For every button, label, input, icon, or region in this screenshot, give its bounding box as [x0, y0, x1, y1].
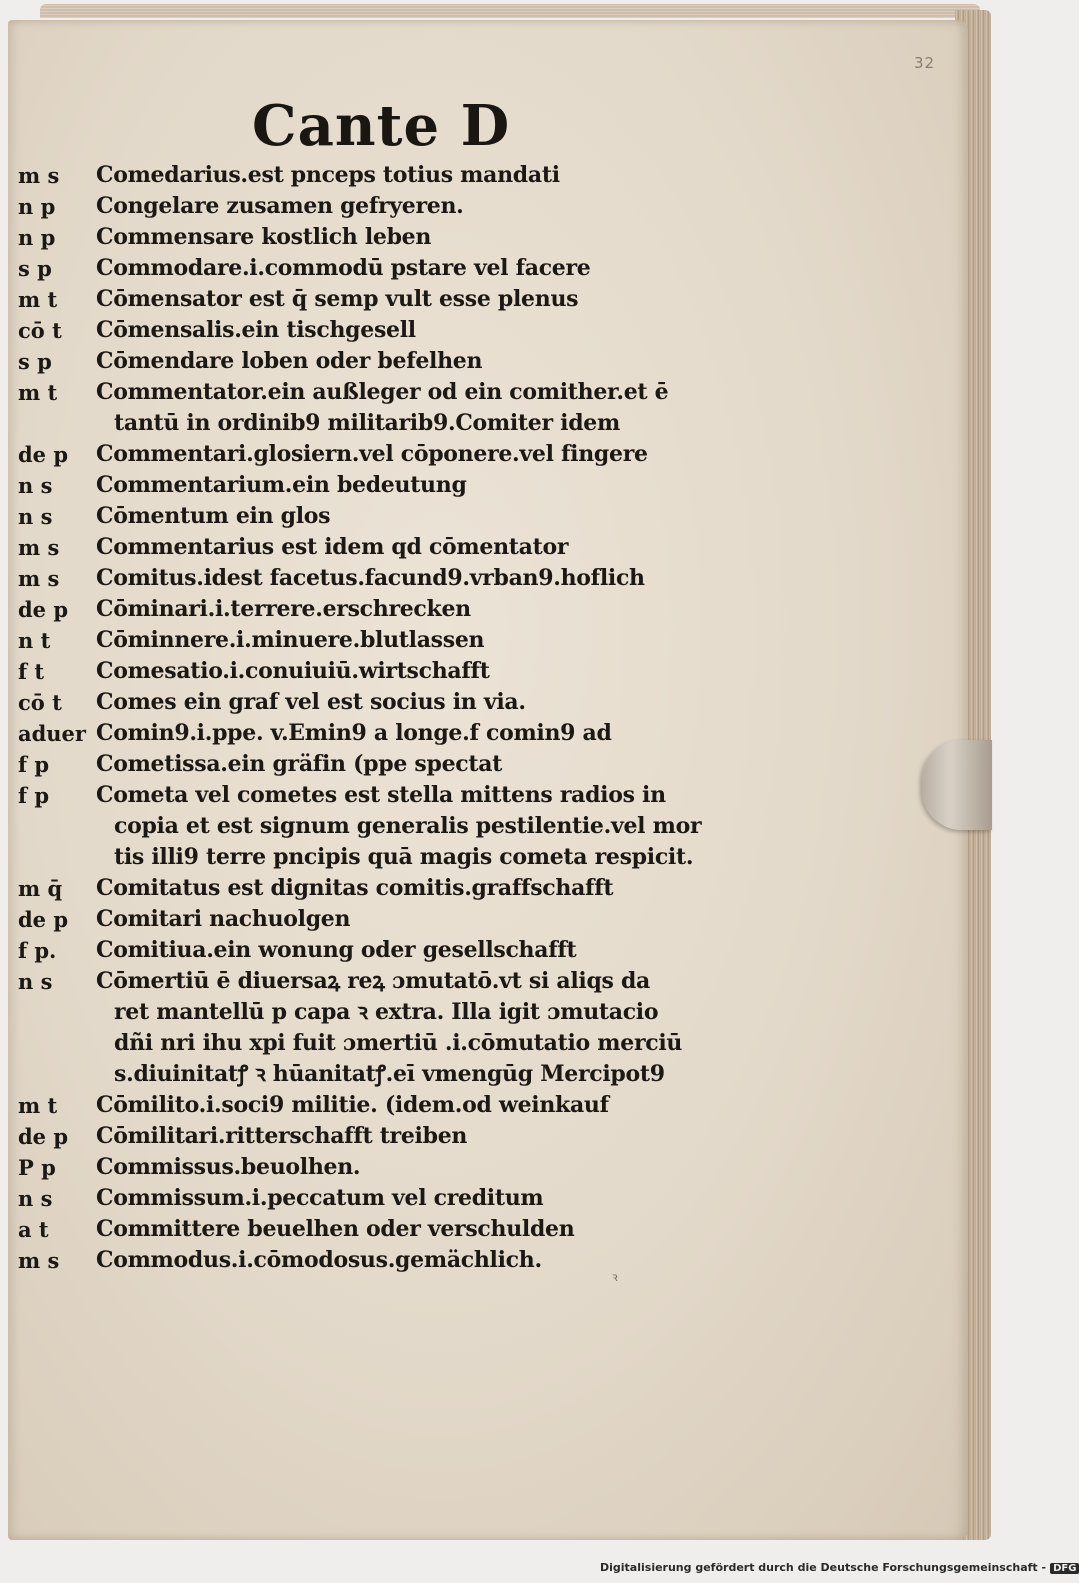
grammar-code: n s	[18, 969, 53, 994]
entry-text: Cōmendare loben oder befelhen	[96, 348, 483, 374]
grammar-code: m s	[18, 535, 60, 560]
grammar-code: n p	[18, 194, 56, 219]
dictionary-entry	[18, 811, 748, 842]
dictionary-entry	[18, 935, 748, 966]
entry-text: Commensare kostlich leben	[96, 224, 432, 250]
dictionary-entry	[18, 656, 748, 687]
printer-mark: ꝛ	[612, 1270, 618, 1284]
dictionary-entry	[18, 625, 748, 656]
grammar-code: de p	[18, 442, 69, 467]
grammar-code: s p	[18, 256, 52, 281]
entry-text: Comitari nachuolgen	[96, 906, 351, 932]
grammar-code: s p	[18, 349, 52, 374]
grammar-code: de p	[18, 1124, 69, 1149]
dictionary-entry	[18, 470, 748, 501]
dictionary-entry	[18, 284, 748, 315]
grammar-code: f p.	[18, 938, 57, 963]
dictionary-entry	[18, 1183, 748, 1214]
entry-text: Commentarium.ein bedeutung	[96, 472, 467, 498]
entry-text: tantū in ordinib9 militarib9.Comiter idem	[114, 410, 620, 436]
entry-text: Comes ein graf vel est socius in via.	[96, 689, 526, 715]
entry-text: Cōmensalis.ein tischgesell	[96, 317, 416, 343]
dictionary-entry	[18, 997, 748, 1028]
dictionary-entry	[18, 749, 748, 780]
entry-text: Cōmentum ein glos	[96, 503, 331, 529]
entry-text: Cōminnere.i.minuere.blutlassen	[96, 627, 485, 653]
entry-text: s.diuinitatꝭ ꝛ hūanitatꝭ.eī vmengūg Mercipot9	[114, 1061, 665, 1087]
entry-text: Commodus.i.cōmodosus.gemächlich.	[96, 1247, 542, 1273]
dictionary-entry	[18, 780, 748, 811]
dfg-logo: DFG	[1050, 1563, 1079, 1574]
grammar-code: m t	[18, 287, 58, 312]
grammar-code: n t	[18, 628, 51, 653]
entry-text: dñi nri ihu xpi fuit ɔmertiū .i.cōmutatio merciū	[114, 1030, 683, 1056]
grammar-code: cō t	[18, 690, 62, 715]
grammar-code: m s	[18, 1248, 60, 1273]
grammar-code: f p	[18, 752, 50, 777]
dictionary-entry	[18, 1245, 748, 1276]
entry-text: Commentator.ein außleger od ein comither.et ē	[96, 379, 669, 405]
dictionary-entry	[18, 966, 748, 997]
entry-text: Commentarius est idem qd cōmentator	[96, 534, 569, 560]
dictionary-entry	[18, 191, 748, 222]
entry-text: copia et est signum generalis pestilentie.vel mor	[114, 813, 702, 839]
dictionary-entry	[18, 1121, 748, 1152]
book-top-edge	[40, 4, 980, 18]
dictionary-entry	[18, 594, 748, 625]
entry-text: Cōmilito.i.soci9 militie. (idem.od weinkauf	[96, 1092, 609, 1118]
entry-text: Commissus.beuolhen.	[96, 1154, 361, 1180]
grammar-code: m t	[18, 1093, 58, 1118]
dictionary-entry	[18, 377, 748, 408]
page-heading: Cante D	[252, 93, 511, 159]
dictionary-entry	[18, 1214, 748, 1245]
dictionary-entry	[18, 563, 748, 594]
entry-text: Committere beuelhen oder verschulden	[96, 1216, 575, 1242]
dictionary-entry	[18, 718, 748, 749]
grammar-code: m t	[18, 380, 58, 405]
grammar-code: n s	[18, 504, 53, 529]
dictionary-entries	[18, 160, 748, 1276]
digitization-credit	[600, 1561, 1079, 1574]
entry-text: Comin9.i.ppe. v.Emin9 a longe.f comin9 ad	[96, 720, 612, 746]
entry-text: Comitus.idest facetus.facund9.vrban9.hoflich	[96, 565, 645, 591]
entry-text: Comitatus est dignitas comitis.graffschafft	[96, 875, 614, 901]
entry-text: Comedarius.est pnceps totius mandati	[96, 162, 560, 188]
grammar-code: P p	[18, 1155, 56, 1180]
entry-text: Congelare zusamen gefryeren.	[96, 193, 464, 219]
grammar-code: cō t	[18, 318, 62, 343]
grammar-code: m s	[18, 163, 60, 188]
dictionary-entry	[18, 253, 748, 284]
dictionary-entry	[18, 501, 748, 532]
entry-text: Commodare.i.commodū pstare vel facere	[96, 255, 591, 281]
dictionary-entry	[18, 1028, 748, 1059]
credit-text: Digitalisierung gefördert durch die Deutsche Forschungsgemeinschaft -	[600, 1561, 1047, 1574]
entry-text: Cōmilitari.ritterschafft treiben	[96, 1123, 468, 1149]
dictionary-entry	[18, 222, 748, 253]
dictionary-entry	[18, 160, 748, 191]
entry-text: Cōmensator est q̄ semp vult esse plenus	[96, 286, 579, 312]
grammar-code: a t	[18, 1217, 49, 1242]
grammar-code: m q̄	[18, 876, 63, 901]
grammar-code: n s	[18, 473, 53, 498]
dictionary-entry	[18, 346, 748, 377]
dictionary-entry	[18, 1059, 748, 1090]
grammar-code: f p	[18, 783, 50, 808]
dictionary-entry	[18, 315, 748, 346]
dictionary-entry	[18, 904, 748, 935]
page-clip-icon	[922, 740, 992, 830]
entry-text: Comesatio.i.conuiuiū.wirtschafft	[96, 658, 490, 684]
dictionary-entry	[18, 408, 748, 439]
dictionary-entry	[18, 842, 748, 873]
dictionary-entry	[18, 1090, 748, 1121]
dictionary-entry	[18, 532, 748, 563]
entry-text: Comitiua.ein wonung oder gesellschafft	[96, 937, 577, 963]
dictionary-entry	[18, 1152, 748, 1183]
grammar-code: n p	[18, 225, 56, 250]
dictionary-entry	[18, 439, 748, 470]
grammar-code: m s	[18, 566, 60, 591]
entry-text: Cōmertiū ē diuersaꝝ reꝝ ɔmutatō.vt si aliqs da	[96, 968, 651, 994]
dictionary-entry	[18, 687, 748, 718]
folio-number: 32	[914, 54, 936, 72]
grammar-code: n s	[18, 1186, 53, 1211]
entry-text: Cōminari.i.terrere.erschrecken	[96, 596, 471, 622]
grammar-code: f t	[18, 659, 45, 684]
entry-text: Commissum.i.peccatum vel creditum	[96, 1185, 544, 1211]
entry-text: tis illi9 terre pncipis quā magis cometa respicit.	[114, 844, 694, 870]
grammar-code: de p	[18, 597, 69, 622]
entry-text: Commentari.glosiern.vel cōponere.vel fingere	[96, 441, 648, 467]
grammar-code: aduer	[18, 721, 86, 746]
entry-text: Cometissa.ein gräfin (ppe spectat	[96, 751, 503, 777]
entry-text: ret mantellū p capa ꝛ extra. Illa igit ɔmutacio	[114, 999, 659, 1025]
grammar-code: de p	[18, 907, 69, 932]
entry-text: Cometa vel cometes est stella mittens radios in	[96, 782, 666, 808]
dictionary-entry	[18, 873, 748, 904]
